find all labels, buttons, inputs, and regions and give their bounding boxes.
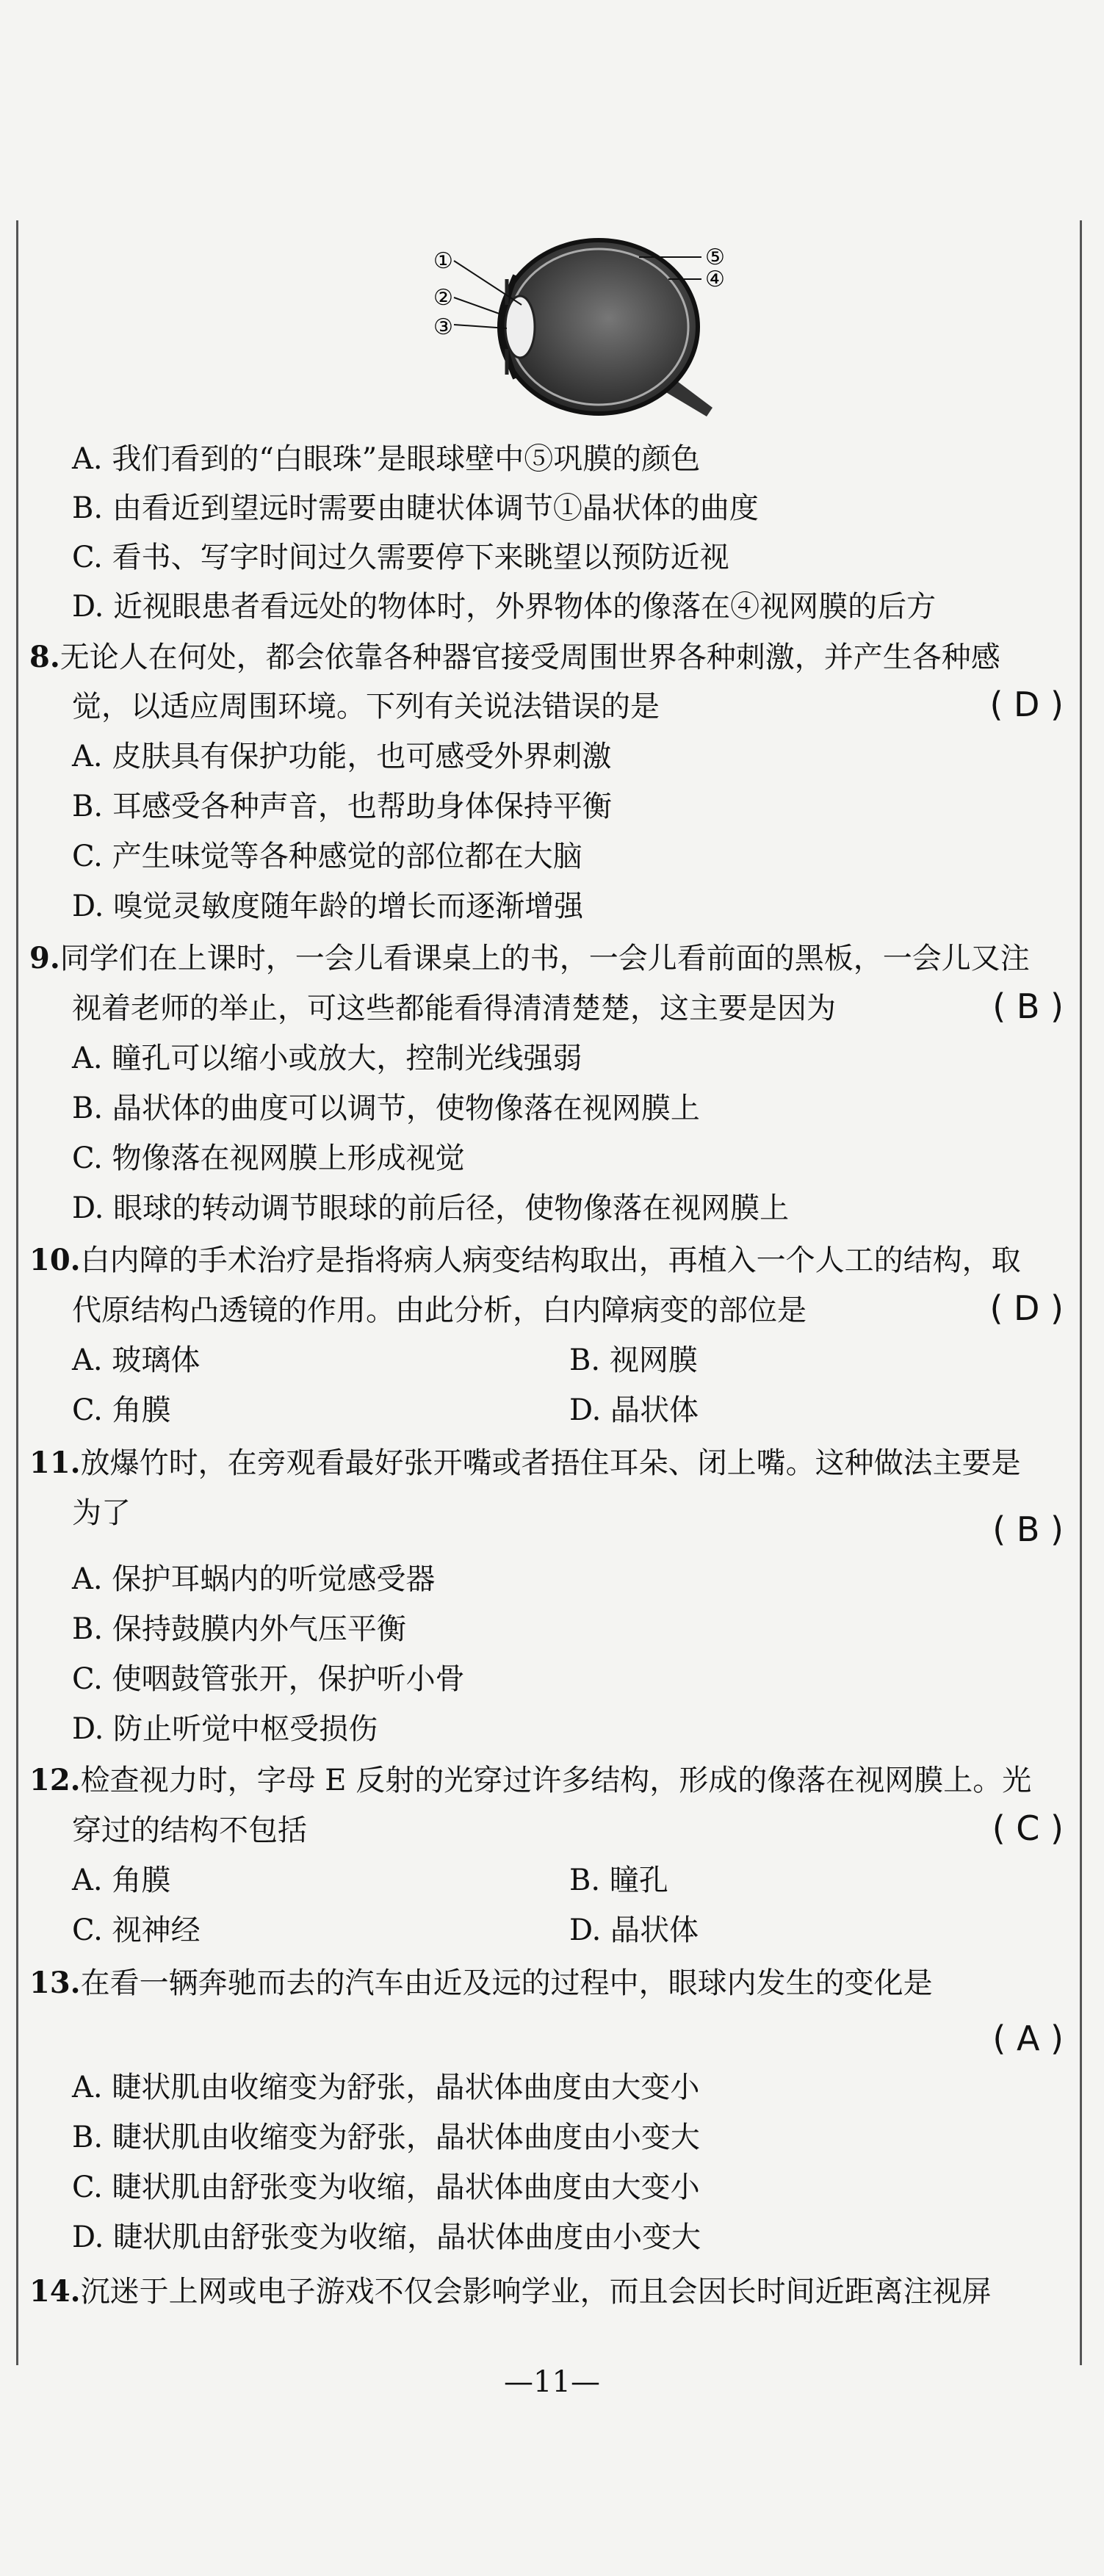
q12-option-row-2 — [0, 1908, 1104, 1952]
q9-option-a: A. 瞳孔可以缩小或放大，控制光线强弱 — [72, 1042, 582, 1075]
q12-stem-1: 12.检查视力时，字母 E 反射的光穿过许多结构，形成的像落在视网膜上。光 — [29, 1763, 1032, 1797]
q7-option-c: C. 看书、写字时间过久需要停下来眺望以预防近视 — [72, 541, 729, 574]
q13-option-c: C. 睫状肌由舒张变为收缩，晶状体曲度由大变小 — [72, 2171, 700, 2204]
label-2: ② — [433, 285, 453, 311]
q13-option-a: A. 睫状肌由收缩变为舒张，晶状体曲度由大变小 — [72, 2071, 700, 2104]
q12-option-c: C. 视神经 — [72, 1913, 201, 1947]
q10-option-row-2 — [0, 1388, 1104, 1432]
lens — [505, 296, 535, 358]
label-5: ⑤ — [705, 245, 725, 270]
q9-option-c: C. 物像落在视网膜上形成视觉 — [72, 1141, 465, 1175]
q10-option-b: B. 视网膜 — [569, 1343, 698, 1377]
q12-option-b: B. 瞳孔 — [569, 1864, 668, 1897]
q8-option-d: D. 嗅觉灵敏度随年龄的增长而逐渐增强 — [72, 890, 584, 923]
q12-option-d: D. 晶状体 — [569, 1913, 699, 1947]
q8-answer: ( D ) — [989, 685, 1064, 724]
q10-option-a: A. 玻璃体 — [72, 1343, 201, 1377]
q13-option-d: D. 睫状肌由舒张变为收缩，晶状体曲度由小变大 — [72, 2220, 701, 2254]
q8-option-a: A. 皮肤具有保护功能，也可感受外界刺激 — [72, 740, 612, 773]
q7-option-d: D. 近视眼患者看远处的物体时，外界物体的像落在④视网膜的后方 — [72, 590, 937, 624]
label-4: ④ — [705, 267, 725, 292]
q9-stem-2: 视着老师的举止，可这些都能看得清清楚楚，这主要是因为 — [72, 992, 836, 1025]
q10-stem-1: 10.白内障的手术治疗是指将病人病变结构取出，再植入一个人工的结构，取 — [29, 1243, 1021, 1277]
q11-option-d: D. 防止听觉中枢受损伤 — [72, 1712, 378, 1746]
q12-option-row-1 — [0, 1858, 1104, 1902]
q11-option-c: C. 使咽鼓管张开，保护听小骨 — [72, 1662, 465, 1696]
q10-option-row-1 — [0, 1338, 1104, 1382]
q11-option-b: B. 保持鼓膜内外气压平衡 — [72, 1612, 406, 1646]
q11-stem-2: 为了 — [72, 1496, 131, 1530]
q9-stem-1: 9.同学们在上课时，一会儿看课桌上的书，一会儿看前面的黑板，一会儿又注 — [29, 941, 1030, 975]
q9-option-b: B. 晶状体的曲度可以调节，使物像落在视网膜上 — [72, 1092, 700, 1125]
q7-option-b: B. 由看近到望远时需要由睫状体调节①晶状体的曲度 — [72, 491, 759, 525]
label-1: ① — [433, 248, 453, 274]
q10-stem-2: 代原结构凸透镜的作用。由此分析，白内障病变的部位是 — [72, 1294, 807, 1327]
q9-option-d: D. 眼球的转动调节眼球的前后径，使物像落在视网膜上 — [72, 1191, 790, 1225]
q8-option-b: B. 耳感受各种声音，也帮助身体保持平衡 — [72, 790, 612, 823]
q9-answer: ( B ) — [992, 986, 1064, 1026]
q8-stem-2: 觉，以适应周围环境。下列有关说法错误的是 — [72, 690, 660, 724]
q11-answer: ( B ) — [992, 1509, 1064, 1549]
q10-answer: ( D ) — [989, 1288, 1064, 1328]
q11-stem-1: 11.放爆竹时，在旁观看最好张开嘴或者捂住耳朵、闭上嘴。这种做法主要是 — [29, 1446, 1021, 1480]
q8-stem-1: 8.无论人在何处，都会依靠各种器官接受周围世界各种刺激，并产生各种感 — [29, 640, 1000, 674]
q12-answer: ( C ) — [992, 1808, 1064, 1848]
page-number: —11— — [504, 2365, 600, 2399]
q7-option-a: A. 我们看到的“白眼珠”是眼球壁中⑤巩膜的颜色 — [72, 442, 701, 476]
q11-option-a: A. 保护耳蜗内的听觉感受器 — [72, 1562, 436, 1596]
q13-stem-1: 13.在看一辆奔驰而去的汽车由近及远的过程中，眼球内发生的变化是 — [29, 1966, 933, 2000]
label-3: ③ — [433, 314, 453, 340]
q10-option-d: D. 晶状体 — [569, 1393, 699, 1427]
q13-option-b: B. 睫状肌由收缩变为舒张，晶状体曲度由小变大 — [72, 2121, 700, 2154]
eye-diagram — [433, 224, 742, 444]
q13-answer: ( A ) — [992, 2018, 1064, 2058]
q8-option-c: C. 产生味觉等各种感觉的部位都在大脑 — [72, 840, 582, 873]
q10-option-c: C. 角膜 — [72, 1393, 171, 1427]
q12-option-a: A. 角膜 — [72, 1864, 171, 1897]
q14-stem-1: 14.沉迷于上网或电子游戏不仅会影响学业，而且会因长时间近距离注视屏 — [29, 2274, 992, 2309]
q12-stem-2: 穿过的结构不包括 — [72, 1814, 307, 1847]
